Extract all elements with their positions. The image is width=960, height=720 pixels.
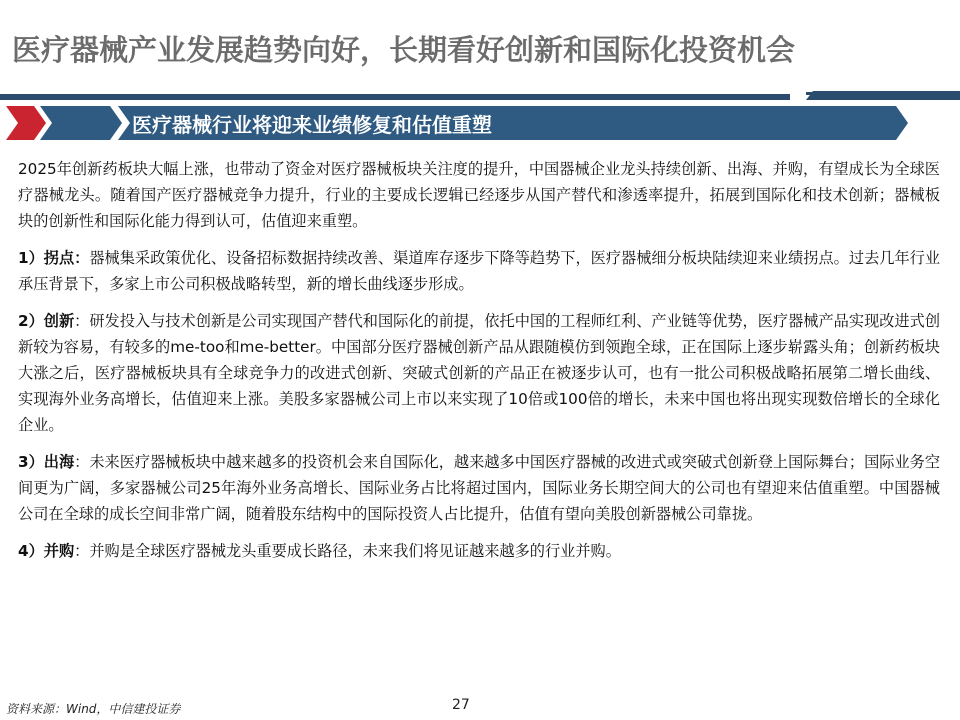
point-text: 研发投入与技术创新是公司实现国产替代和国际化的前提，依托中国的工程师红利、产业链等优势，医疗器械产品实现改进式创新较为容易，有较多的me-too和me-better。中国部分医疗器械创新产品从跟随模仿到领跑全球，正在国际上逐步崭露头角；创新药板块大涨之后，医疗器械板块具有全球竞争力的改进式创新、突破式创新的产品正在被逐步认可，也有一批公司积极战略拓展第二增长曲线、实现海外业务高增长，估值迎来上涨。美股多家器械公司上市以来实现了10倍或100倍的增长，未来中国也将出现实现数倍增长的全球化企业。 bbox=[18, 312, 941, 434]
body-content bbox=[18, 156, 940, 575]
point-number: 3） bbox=[18, 453, 44, 471]
point-label: 出海 bbox=[43, 453, 75, 471]
point-separator: ： bbox=[74, 312, 90, 330]
source-note: 资料来源：Wind，中信建投证券 bbox=[6, 702, 181, 716]
point-separator: ： bbox=[74, 542, 90, 560]
page-title: 医疗器械产业发展趋势向好，长期看好创新和国际化投资机会 bbox=[12, 33, 796, 67]
point-label: 创新 bbox=[43, 312, 75, 330]
point-overseas bbox=[18, 449, 940, 527]
point-text: 并购是全球医疗器械龙头重要成长路径，未来我们将见证越来越多的行业并购。 bbox=[89, 542, 621, 560]
point-number: 1） bbox=[18, 249, 44, 267]
point-innovation bbox=[18, 308, 940, 438]
point-inflection bbox=[18, 245, 940, 297]
point-separator: ： bbox=[74, 453, 90, 471]
point-number: 2） bbox=[18, 312, 44, 330]
point-label: 并购 bbox=[43, 542, 75, 560]
point-number: 4） bbox=[18, 542, 44, 560]
point-text: 未来医疗器械板块中越来越多的投资机会来自国际化，越来越多中国医疗器械的改进式或突破式创新登上国际舞台；国际业务空间更为广阔，多家器械公司25年海外业务高增长、国际业务占比将超过国内，国际业务长期空间大的公司也有望迎来估值重塑。中国器械公司在全球的成长空间非常广阔，随着股东结构中的国际投资人占比提升，估值有望向美股创新器械公司靠拢。 bbox=[18, 453, 941, 523]
section-banner bbox=[0, 100, 960, 146]
point-mna bbox=[18, 538, 940, 564]
intro-paragraph: 2025年创新药板块大幅上涨，也带动了资金对医疗器械板块关注度的提升，中国器械企业龙头持续创新、出海、并购，有望成长为全球医疗器械龙头。随着国产医疗器械竞争力提升，行业的主要成长逻辑已经逐步从国产替代和渗透率提升，拓展到国际化和技术创新；器械板块的创新性和国际化能力得到认可，估值迎来重塑。 bbox=[18, 160, 940, 230]
point-label: 拐点 bbox=[43, 249, 75, 267]
point-separator: ： bbox=[74, 249, 90, 267]
header-rule bbox=[0, 88, 960, 100]
section-title: 医疗器械行业将迎来业绩修复和估值重塑 bbox=[132, 113, 492, 137]
point-text: 器械集采政策优化、设备招标数据持续改善、渠道库存逐步下降等趋势下，医疗器械细分板块陆续迎来业绩拐点。过去几年行业承压背景下，多家上市公司积极战略转型，新的增长曲线逐步形成。 bbox=[18, 249, 941, 293]
page-number: 27 bbox=[452, 697, 470, 713]
